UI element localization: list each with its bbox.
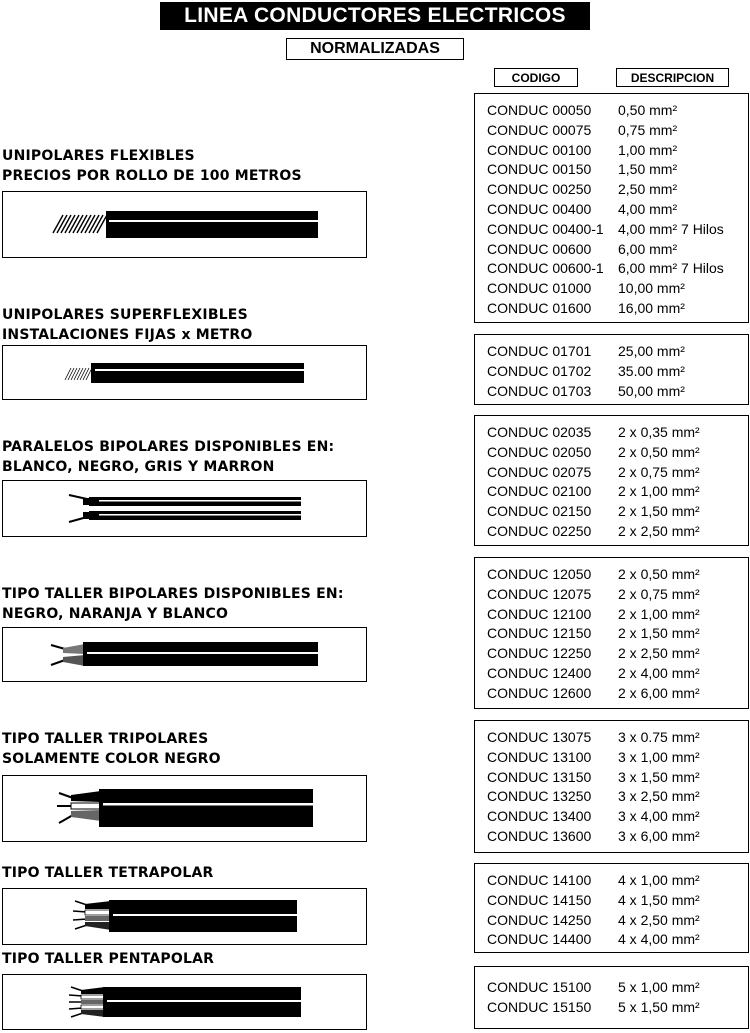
product-code: CONDUC 00600-1 (487, 260, 604, 277)
product-code: CONDUC 00400 (487, 200, 592, 217)
heading-line: TIPO TALLER PENTAPOLAR (2, 951, 215, 967)
product-code: CONDUC 02075 (487, 463, 592, 480)
table-row (475, 443, 748, 463)
product-description: 0,75 mm² (618, 121, 678, 138)
table-row (475, 240, 748, 260)
product-description: 3 x 1,00 mm² (618, 748, 700, 765)
product-code: CONDUC 02150 (487, 503, 592, 520)
table-row (475, 891, 748, 911)
product-description: 2 x 0,50 mm² (618, 566, 700, 582)
product-code: CONDUC 12075 (487, 585, 592, 602)
product-description: 3 x 2,50 mm² (618, 788, 700, 805)
table-row (475, 930, 748, 950)
table-row (475, 200, 748, 220)
table-row (475, 482, 748, 502)
product-description: 1,00 mm² (618, 141, 678, 158)
product-code: CONDUC 13400 (487, 808, 592, 825)
table-row (475, 998, 748, 1018)
heading-line: INSTALACIONES FIJAS x METRO (2, 327, 253, 343)
product-description: 2 x 4,00 mm² (618, 664, 700, 681)
product-table-taller-pentapolar (474, 966, 749, 1029)
table-row (475, 423, 748, 443)
product-code: CONDUC 00150 (487, 161, 592, 178)
product-code: CONDUC 13100 (487, 748, 592, 765)
cable-illustration-taller-tripolar (2, 775, 367, 842)
table-row (475, 585, 748, 605)
product-table-unipolares-flexibles (474, 93, 749, 323)
column-header-code: CODIGO (494, 68, 578, 87)
heading-line: SOLAMENTE COLOR NEGRO (2, 751, 221, 767)
product-code: CONDUC 02100 (487, 483, 592, 500)
product-code: CONDUC 14150 (487, 891, 592, 908)
table-row (475, 911, 748, 931)
section-heading-taller-pentapolar (2, 949, 214, 969)
product-code: CONDUC 13600 (487, 827, 592, 844)
product-table-taller-tetrapolar (474, 863, 749, 953)
product-description: 35.00 mm² (618, 362, 685, 379)
product-description: 1,50 mm² (618, 161, 678, 178)
cable-illustration-unipolar-superflexible (2, 345, 367, 400)
table-row (475, 871, 748, 891)
product-description: 4 x 1,50 mm² (618, 891, 700, 908)
product-code: CONDUC 12600 (487, 684, 592, 701)
product-table-paralelos-bipolares (474, 415, 749, 546)
table-row (475, 259, 748, 279)
table-row (475, 684, 748, 704)
product-code: CONDUC 13075 (487, 729, 592, 745)
product-code: CONDUC 00250 (487, 181, 592, 198)
product-code: CONDUC 12050 (487, 566, 592, 582)
product-code: CONDUC 01702 (487, 362, 592, 379)
product-code: CONDUC 14400 (487, 931, 592, 948)
product-code: CONDUC 01701 (487, 343, 592, 359)
product-description: 4 x 1,00 mm² (618, 872, 700, 888)
product-description: 6,00 mm² 7 Hilos (618, 260, 724, 277)
product-table-unipolares-superflexibles (474, 334, 749, 405)
table-row (475, 180, 748, 200)
heading-line: PARALELOS BIPOLARES DISPONIBLES EN: (2, 439, 335, 455)
product-description: 50,00 mm² (618, 382, 685, 399)
table-row (475, 827, 748, 847)
product-description: 2 x 1,00 mm² (618, 605, 700, 622)
section-heading-unipolares-superflexibles (2, 305, 253, 345)
table-row (475, 160, 748, 180)
product-description: 2 x 0,35 mm² (618, 424, 700, 440)
product-description: 2 x 0,75 mm² (618, 585, 700, 602)
section-heading-paralelos-bipolares (2, 437, 334, 477)
cable-illustration-taller-pentapolar (2, 974, 367, 1030)
heading-line: UNIPOLARES FLEXIBLES (2, 148, 195, 164)
product-table-taller-bipolares (474, 557, 749, 709)
product-description: 6,00 mm² (618, 240, 678, 257)
column-header-description: DESCRIPCION (616, 68, 729, 87)
product-code: CONDUC 00600 (487, 240, 592, 257)
product-code: CONDUC 00400-1 (487, 220, 604, 237)
product-code: CONDUC 14250 (487, 911, 592, 928)
product-code: CONDUC 15100 (487, 979, 592, 995)
table-row (475, 382, 748, 402)
table-row (475, 362, 748, 382)
table-row (475, 279, 748, 299)
table-row (475, 624, 748, 644)
table-row (475, 463, 748, 483)
section-heading-taller-bipolares (2, 584, 344, 624)
product-code: CONDUC 12150 (487, 625, 592, 642)
heading-line: NEGRO, NARANJA Y BLANCO (2, 606, 229, 622)
product-description: 25,00 mm² (618, 343, 685, 359)
table-row (475, 502, 748, 522)
product-description: 3 x 1,50 mm² (618, 768, 700, 785)
heading-line: PRECIOS POR ROLLO DE 100 METROS (2, 168, 302, 184)
table-row (475, 728, 748, 748)
product-table-taller-tripolares (474, 720, 749, 853)
product-description: 2 x 1,50 mm² (618, 625, 700, 642)
table-row (475, 787, 748, 807)
product-code: CONDUC 01000 (487, 280, 592, 297)
page-title: LINEA CONDUCTORES ELECTRICOS (160, 2, 590, 30)
product-code: CONDUC 12100 (487, 605, 592, 622)
section-heading-unipolares-flexibles (2, 146, 302, 186)
product-code: CONDUC 00050 (487, 102, 592, 118)
product-code: CONDUC 12400 (487, 664, 592, 681)
product-description: 0,50 mm² (618, 102, 678, 118)
product-description: 5 x 1,00 mm² (618, 979, 700, 995)
product-code: CONDUC 02250 (487, 522, 592, 539)
table-row (475, 644, 748, 664)
table-row (475, 664, 748, 684)
cable-illustration-unipolar-flexible (2, 191, 367, 258)
cable-illustration-taller-bipolar (2, 627, 367, 682)
product-code: CONDUC 01600 (487, 299, 592, 316)
product-description: 4 x 2,50 mm² (618, 911, 700, 928)
table-row (475, 748, 748, 768)
product-code: CONDUC 02050 (487, 443, 592, 460)
product-code: CONDUC 00100 (487, 141, 592, 158)
heading-line: TIPO TALLER TETRAPOLAR (2, 865, 214, 881)
product-description: 2 x 0,50 mm² (618, 443, 700, 460)
product-description: 4,00 mm² (618, 200, 678, 217)
product-description: 4 x 4,00 mm² (618, 931, 700, 948)
heading-line: UNIPOLARES SUPERFLEXIBLES (2, 307, 248, 323)
section-heading-taller-tetrapolar (2, 863, 214, 883)
heading-line: BLANCO, NEGRO, GRIS Y MARRON (2, 459, 275, 475)
table-row (475, 101, 748, 121)
table-row (475, 299, 748, 319)
table-row (475, 220, 748, 240)
product-description: 3 x 6,00 mm² (618, 827, 700, 844)
product-description: 10,00 mm² (618, 280, 685, 297)
product-description: 2 x 1,00 mm² (618, 483, 700, 500)
product-description: 2 x 1,50 mm² (618, 503, 700, 520)
product-description: 2 x 0,75 mm² (618, 463, 700, 480)
product-description: 2,50 mm² (618, 181, 678, 198)
table-row (475, 342, 748, 362)
table-row (475, 141, 748, 161)
section-heading-taller-tripolares (2, 729, 221, 769)
product-code: CONDUC 13250 (487, 788, 592, 805)
product-description: 2 x 2,50 mm² (618, 522, 700, 539)
product-code: CONDUC 13150 (487, 768, 592, 785)
product-code: CONDUC 01703 (487, 382, 592, 399)
page-subtitle: NORMALIZADAS (286, 38, 464, 60)
heading-line: TIPO TALLER TRIPOLARES (2, 731, 209, 747)
product-code: CONDUC 15150 (487, 998, 592, 1015)
table-row (475, 565, 748, 585)
table-row (475, 768, 748, 788)
table-row (475, 121, 748, 141)
product-description: 2 x 6,00 mm² (618, 684, 700, 701)
product-description: 3 x 0.75 mm² (618, 729, 700, 745)
product-code: CONDUC 12250 (487, 645, 592, 662)
product-code: CONDUC 02035 (487, 424, 592, 440)
table-row (475, 605, 748, 625)
product-description: 5 x 1,50 mm² (618, 998, 700, 1015)
cable-illustration-taller-tetrapolar (2, 888, 367, 945)
cable-illustration-paralelo-bipolar (2, 480, 367, 537)
heading-line: TIPO TALLER BIPOLARES DISPONIBLES EN: (2, 586, 344, 602)
product-code: CONDUC 00075 (487, 121, 592, 138)
product-description: 2 x 2,50 mm² (618, 645, 700, 662)
product-code: CONDUC 14100 (487, 872, 592, 888)
table-row (475, 522, 748, 542)
product-description: 4,00 mm² 7 Hilos (618, 220, 724, 237)
product-description: 3 x 4,00 mm² (618, 808, 700, 825)
product-description: 16,00 mm² (618, 299, 685, 316)
table-row (475, 807, 748, 827)
table-row (475, 978, 748, 998)
